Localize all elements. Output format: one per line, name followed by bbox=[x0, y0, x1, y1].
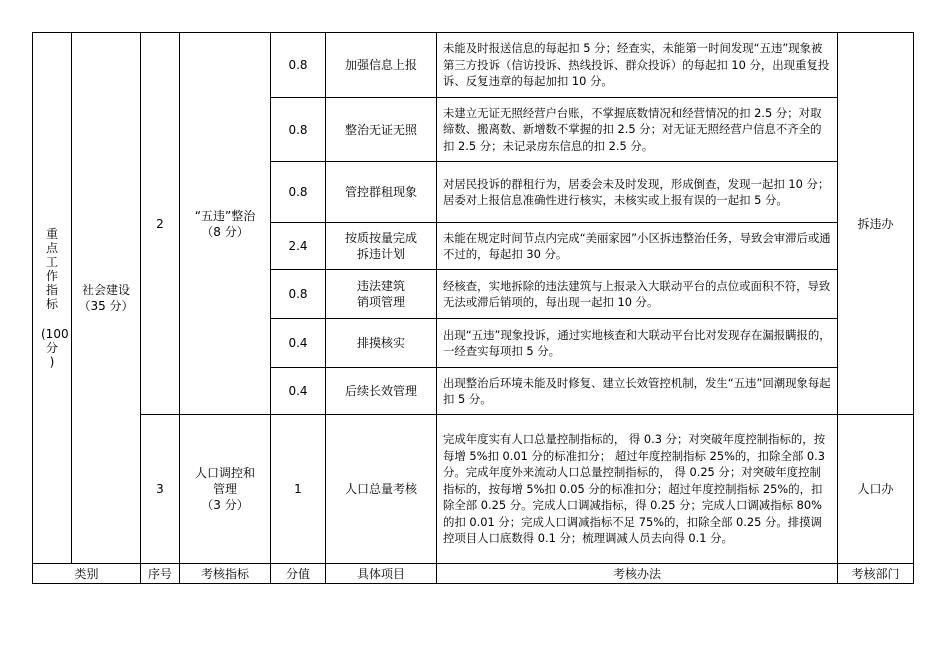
row-score: 2.4 bbox=[270, 222, 326, 270]
row-method: 出现整治后环境未能及时修复、建立长效管控机制，发生“五违”回潮现象每起扣 5 分。 bbox=[436, 367, 838, 415]
row-score: 0.4 bbox=[270, 318, 326, 368]
row-item: 按质按量完成 拆违计划 bbox=[325, 222, 437, 270]
row-score: 1 bbox=[270, 414, 326, 564]
row-item: 人口总量考核 bbox=[325, 414, 437, 564]
row-item: 加强信息上报 bbox=[325, 32, 437, 98]
row-method: 出现“五违”现象投诉，通过实地核查和大联动平台比对发现存在漏报瞒报的，一经查实每项扣 5 分。 bbox=[436, 318, 838, 368]
header-method: 考核办法 bbox=[436, 563, 838, 584]
group-department: 人口办 bbox=[837, 414, 914, 564]
row-method: 未能及时报送信息的每起扣 5 分；经查实，未能第一时间发现“五违”现象被第三方投诉（信访投诉、热线投诉、群众投诉）的每起扣 10 分，出现重复投诉、反复违章的每起加扣 10 分。 bbox=[436, 32, 838, 98]
row-item: 后续长效管理 bbox=[325, 367, 437, 415]
row-score: 0.4 bbox=[270, 367, 326, 415]
group-seq: 3 bbox=[140, 414, 180, 564]
row-method: 完成年度实有人口总量控制指标的， 得 0.3 分；对突破年度控制指标的，按每增 5%扣 0.01 分的标准扣分； 超过年度控制指标 25%的，扣除全部 0.3 分。完成年度外来流动人口总量控制指标的， 得 0.25 分；对突破年度控制指标的，按每增 5%扣 0.05 分的标准扣分；超过年度控制指标 25%的，扣除全部 0.25 分。完成人口调减指标，得 0.25 分；完成人口调减指标 80%的扣 0.01 分；完成人口调减指标不足 75%的，扣除全部 0.25 分。排摸调控项目人口底数得 0.1 分；梳理调减人员去向得 0.1 分。 bbox=[436, 414, 838, 564]
row-score: 0.8 bbox=[270, 161, 326, 223]
group-department: 拆违办 bbox=[837, 32, 914, 415]
header-score: 分值 bbox=[270, 563, 326, 584]
row-score: 0.8 bbox=[270, 269, 326, 319]
group-indicator: “五违”整治 （8 分） bbox=[179, 32, 271, 415]
header-indicator: 考核指标 bbox=[179, 563, 271, 584]
row-method: 未能在规定时间节点内完成“美丽家园”小区拆违整治任务，导致会审滞后或通不过的，每起扣 30 分。 bbox=[436, 222, 838, 270]
row-method: 对居民投诉的群租行为，居委会未及时发现，形成倒查，发现一起扣 10 分；居委对上报信息准确性进行核实，未核实或上报有误的一起扣 5 分。 bbox=[436, 161, 838, 223]
row-item: 整治无证无照 bbox=[325, 97, 437, 162]
category-total-score: (100 分 ) bbox=[41, 327, 69, 369]
row-method: 未建立无证无照经营户台账，不掌握底数情况和经营情况的扣 2.5 分；对取缔数、搬离数、新增数不掌握的扣 2.5 分；对无证无照经营户信息不齐全的扣 2.5 分；未记录房东信息的扣 2.5 分。 bbox=[436, 97, 838, 162]
row-item: 排摸核实 bbox=[325, 318, 437, 368]
header-seq: 序号 bbox=[140, 563, 180, 584]
category-title: 重 点 工 作 指 标 bbox=[45, 227, 58, 311]
header-category: 类别 bbox=[32, 563, 141, 584]
row-item: 管控群租现象 bbox=[325, 161, 437, 223]
row-method: 经核查，实地拆除的违法建筑与上报录入大联动平台的点位或面积不符，导致无法或滞后销项的，每出现一起扣 10 分。 bbox=[436, 269, 838, 319]
row-score: 0.8 bbox=[270, 97, 326, 162]
group-indicator: 人口调控和 管理 （3 分） bbox=[179, 414, 271, 564]
row-item: 违法建筑 销项管理 bbox=[325, 269, 437, 319]
row-score: 0.8 bbox=[270, 32, 326, 98]
header-department: 考核部门 bbox=[837, 563, 914, 584]
subcategory-label: 社会建设 （35 分） bbox=[78, 283, 134, 313]
group-seq: 2 bbox=[140, 32, 180, 415]
category-cell bbox=[32, 32, 72, 564]
header-item: 具体项目 bbox=[325, 563, 437, 584]
subcategory-cell bbox=[71, 32, 141, 564]
